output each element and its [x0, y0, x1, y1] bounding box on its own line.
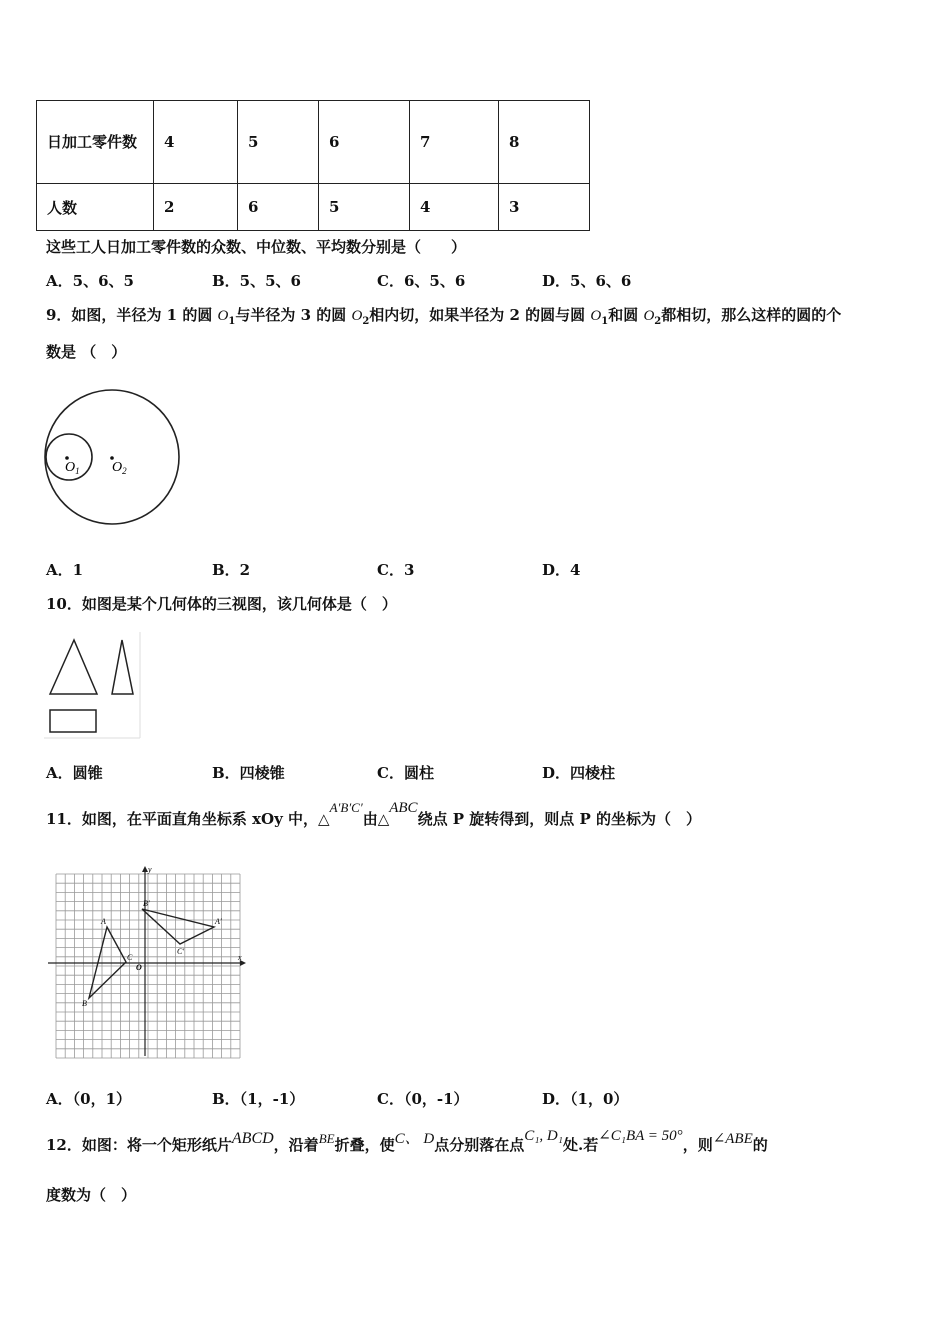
- three-view-figure: [44, 632, 144, 740]
- q9-option-c: C．3: [377, 561, 415, 579]
- table-cell: 7: [410, 101, 499, 184]
- label-a-prime: A′: [215, 917, 222, 926]
- q11-text: 11．如图，在平面直角坐标系 xOy 中，△A′B′C′由△ABC绕点 P 旋转得到，则点 P 的坐标为（ ）: [46, 800, 702, 828]
- q8-option-b: B．5、5、6: [212, 272, 301, 290]
- q10-text: 10．如图是某个几何体的三视图，该几何体是（ ）: [46, 595, 397, 613]
- table-row: [37, 184, 590, 231]
- q9-option-b: B．2: [212, 561, 251, 579]
- q11-option-d: D．（1，0）: [542, 1090, 629, 1108]
- label-b-prime: B′: [143, 899, 150, 908]
- q8-option-c: C．6、5、6: [377, 272, 466, 290]
- q12-line2: 度数为（ ）: [46, 1186, 137, 1204]
- q9-line2: 数是 （ ）: [46, 343, 127, 361]
- table-cell: 2: [154, 184, 238, 231]
- table-row: [37, 101, 590, 184]
- data-table: [36, 100, 590, 231]
- label-o2: $O_2$: [112, 460, 127, 476]
- table-cell: 6: [238, 184, 319, 231]
- q11-option-b: B．（1，-1）: [212, 1090, 305, 1108]
- origin-label: O: [136, 963, 142, 972]
- table-cell: 6: [319, 101, 410, 184]
- x-label: x: [238, 953, 242, 962]
- label-b: B: [82, 999, 87, 1008]
- q11-option-a: A．（0，1）: [46, 1090, 132, 1108]
- q10-option-d: D．四棱柱: [542, 764, 616, 782]
- label-a: A: [101, 917, 106, 926]
- q12-line1: 12．如图：将一个矩形纸片ABCD，沿着BE折叠，使C、 D点分别落在点C₁, D₁处.若∠C₁BA = 50°，则∠ABE的: [46, 1128, 768, 1154]
- table-cell: 3: [499, 184, 590, 231]
- table-cell: 5: [319, 184, 410, 231]
- label-o1: $O_1$: [65, 460, 80, 476]
- q9-option-d: D．4: [542, 561, 581, 579]
- label-c: C: [127, 953, 133, 962]
- coordinate-grid-figure: [44, 864, 249, 1060]
- q8-option-d: D．5、6、6: [542, 272, 632, 290]
- top-view-rectangle: [50, 710, 96, 732]
- q8-text: 这些工人日加工零件数的众数、中位数、平均数分别是（ ）: [46, 238, 467, 256]
- q9-option-a: A．1: [46, 561, 84, 579]
- y-label: y: [148, 865, 152, 874]
- q9-line1: 9．如图，半径为 1 的圆 $O_1$与半径为 3 的圆 $O_2$相内切，如果半径为 2 的圆与圆 $O_1$和圆 $O_2$都相切，那么这样的圆的个: [46, 306, 842, 327]
- table-cell: 4: [410, 184, 499, 231]
- table-header-label: 日加工零件数: [37, 101, 154, 184]
- table-cell: 4: [154, 101, 238, 184]
- q10-option-c: C．圆柱: [377, 764, 434, 782]
- q11-option-c: C．（0，-1）: [377, 1090, 469, 1108]
- q9-circles-figure: [40, 385, 185, 530]
- front-view-triangle: [50, 640, 97, 694]
- table-row-label: 人数: [37, 184, 154, 231]
- q10-option-a: A．圆锥: [46, 764, 103, 782]
- q10-option-b: B．四棱锥: [212, 764, 285, 782]
- label-c-prime: C′: [177, 947, 185, 956]
- side-view-triangle: [112, 640, 133, 694]
- table-cell: 5: [238, 101, 319, 184]
- table-cell: 8: [499, 101, 590, 184]
- q8-option-a: A．5、6、5: [46, 272, 134, 290]
